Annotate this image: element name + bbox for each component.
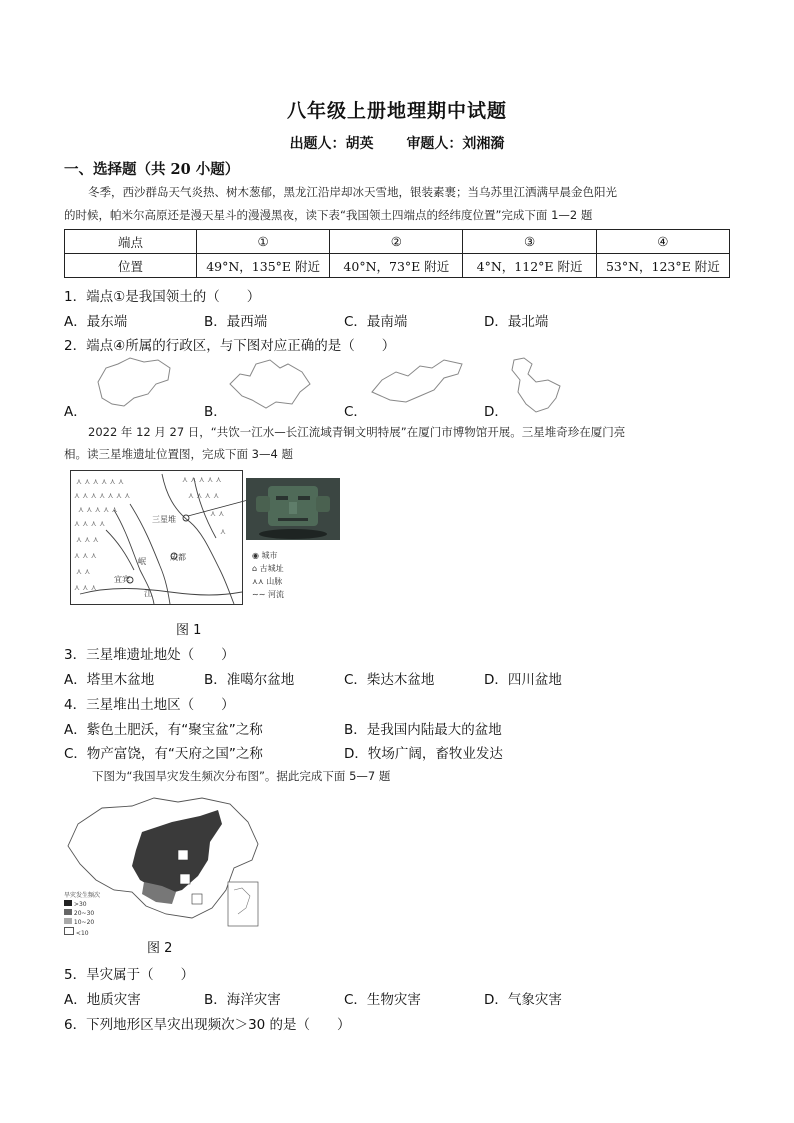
svg-text:⋏ ⋏: ⋏ ⋏ xyxy=(210,509,225,518)
figure-1-caption: 图 1 xyxy=(176,623,202,638)
figure-2-caption: 图 2 xyxy=(147,941,173,956)
q4-option-c[interactable]: C．物产富饶，有“天府之国”之称 xyxy=(64,746,263,762)
svg-text:⋏: ⋏ xyxy=(220,527,226,536)
legend-river: ∼∼ 河流 xyxy=(252,590,284,599)
legend-title: 旱灾发生频次 xyxy=(64,892,101,899)
svg-text:⋏ ⋏: ⋏ ⋏ xyxy=(76,567,91,576)
bronze-mask-photo xyxy=(246,478,340,540)
q2-option-d[interactable]: D． xyxy=(484,404,508,420)
question-5: 5．旱灾属于（ ） xyxy=(64,967,195,983)
legend-item: 10~20 xyxy=(64,918,100,927)
extreme-points-table xyxy=(64,229,730,278)
question-2: 2．端点④所属的行政区，与下图对应正确的是（ ） xyxy=(64,338,396,354)
table-cell: ① xyxy=(196,230,329,254)
fig1-legend xyxy=(252,549,284,601)
label-yibin: 宜宾 xyxy=(114,575,130,584)
question-1: 1．端点①是我国领土的（ ） xyxy=(64,289,261,305)
label-sanxingdui: 三星堆 xyxy=(152,515,176,524)
legend-swatch xyxy=(64,918,72,924)
svg-text:⋏ ⋏ ⋏: ⋏ ⋏ ⋏ xyxy=(74,551,97,560)
q4-option-d[interactable]: D．牧场广阔，畜牧业发达 xyxy=(344,746,503,762)
legend-swatch xyxy=(64,927,74,935)
q3-option-b[interactable]: B．准噶尔盆地 xyxy=(204,672,295,688)
svg-text:⋏ ⋏ ⋏ ⋏ ⋏: ⋏ ⋏ ⋏ ⋏ ⋏ xyxy=(182,475,222,484)
table-cell: 端点 xyxy=(65,230,197,254)
intro2-line1: 2022 年 12 月 27 日，“共饮一江水—长江流域青铜文明特展”在厦门市博物馆开展。三星堆奇珍在厦门亮 xyxy=(88,425,626,439)
legend-ancient-city: ⌂ 古城址 xyxy=(252,564,284,573)
q5-option-a[interactable]: A．地质灾害 xyxy=(64,992,141,1008)
mountain-icon: ⋏⋏ xyxy=(252,577,264,586)
svg-text:⋏ ⋏ ⋏: ⋏ ⋏ ⋏ xyxy=(74,583,97,592)
question-6: 6．下列地形区旱灾出现频次＞30 的是（ ） xyxy=(64,1017,351,1033)
province-outline-d xyxy=(506,354,566,416)
q3-option-d[interactable]: D．四川盆地 xyxy=(484,672,562,688)
reviewer: 审题人：刘湘漪 xyxy=(406,136,505,152)
intro1-line1: 冬季，西沙群岛天气炎热、树木葱郁，黑龙江沿岸却冰天雪地，银装素裹；当乌苏里江洒满早晨金色阳光 xyxy=(88,185,617,199)
sanxingdui-map xyxy=(70,470,250,606)
table-cell: ④ xyxy=(596,230,729,254)
q2-option-c[interactable]: C． xyxy=(344,404,367,420)
table-cell: 49°N，135°E 附近 xyxy=(196,254,329,278)
table-cell: ② xyxy=(330,230,463,254)
question-4: 4．三星堆出土地区（ ） xyxy=(64,697,235,713)
drought-marker xyxy=(180,874,190,884)
legend-item: 20~30 xyxy=(64,909,100,918)
label-jiang: 江 xyxy=(144,589,152,598)
intro2-line2: 相。读三星堆遗址位置图，完成下面 3—4 题 xyxy=(64,447,293,461)
q3-option-a[interactable]: A．塔里木盆地 xyxy=(64,672,155,688)
drought-zone-high xyxy=(132,810,222,894)
legend-mountain: ⋏⋏ 山脉 xyxy=(252,577,283,586)
table-cell: 53°N，123°E 附近 xyxy=(596,254,729,278)
legend-item: >30 xyxy=(64,900,100,909)
svg-text:⋏ ⋏ ⋏ ⋏: ⋏ ⋏ ⋏ ⋏ xyxy=(74,519,106,528)
q4-option-b[interactable]: B．是我国内陆最大的盆地 xyxy=(344,722,502,738)
legend-swatch xyxy=(64,900,72,906)
svg-text:⋏ ⋏ ⋏ ⋏ ⋏ ⋏ ⋏: ⋏ ⋏ ⋏ ⋏ ⋏ ⋏ ⋏ xyxy=(74,491,131,500)
q5-option-d[interactable]: D．气象灾害 xyxy=(484,992,562,1008)
label-min: 岷 xyxy=(138,557,146,566)
table-header-row xyxy=(65,230,730,254)
q3-option-c[interactable]: C．柴达木盆地 xyxy=(344,672,435,688)
question-3: 3．三星堆遗址地处（ ） xyxy=(64,647,235,663)
ancient-city-icon: ⌂ xyxy=(252,564,258,573)
q1-option-b[interactable]: B．最西端 xyxy=(204,314,268,330)
legend-city: ◉ 城市 xyxy=(252,551,278,560)
intro3-line1: 下图为“我国旱灾发生频次分布图”。据此完成下面 5—7 题 xyxy=(92,769,391,783)
city-icon: ◉ xyxy=(252,551,259,560)
river-icon: ∼∼ xyxy=(252,590,266,599)
q5-option-c[interactable]: C．生物灾害 xyxy=(344,992,421,1008)
q2-option-b[interactable]: B． xyxy=(204,404,227,420)
q1-option-d[interactable]: D．最北端 xyxy=(484,314,549,330)
svg-text:⋏ ⋏ ⋏ ⋏: ⋏ ⋏ ⋏ ⋏ xyxy=(188,491,220,500)
svg-text:⋏ ⋏ ⋏: ⋏ ⋏ ⋏ xyxy=(76,535,99,544)
drought-marker xyxy=(178,850,188,860)
q2-option-a[interactable]: A． xyxy=(64,404,87,420)
authors-line xyxy=(0,133,794,153)
table-cell: 4°N，112°E 附近 xyxy=(463,254,596,278)
province-outline-b xyxy=(226,356,316,412)
author: 出题人：胡英 xyxy=(289,136,374,152)
intro1-line2: 的时候，帕米尔高原还是漫天星斗的漫漫黑夜，读下表“我国领土四端点的经纬度位置”完成下面 1—2 题 xyxy=(64,208,593,222)
province-outline-a xyxy=(90,354,180,414)
section-heading: 一、选择题（共 20 小题） xyxy=(64,161,240,178)
province-outline-c xyxy=(368,356,468,406)
table-cell: ③ xyxy=(463,230,596,254)
fig2-legend xyxy=(64,892,100,938)
legend-swatch xyxy=(64,909,72,915)
table-cell: 40°N，73°E 附近 xyxy=(330,254,463,278)
svg-text:⋏ ⋏ ⋏ ⋏ ⋏: ⋏ ⋏ ⋏ ⋏ ⋏ xyxy=(78,505,118,514)
q4-option-a[interactable]: A．紫色土肥沃，有“聚宝盆”之称 xyxy=(64,722,263,738)
table-cell: 位置 xyxy=(65,254,197,278)
label-chengdu: 成都 xyxy=(170,553,186,562)
svg-text:⋏ ⋏ ⋏ ⋏ ⋏ ⋏: ⋏ ⋏ ⋏ ⋏ ⋏ ⋏ xyxy=(76,477,124,486)
q1-option-c[interactable]: C．最南端 xyxy=(344,314,408,330)
page-title: 八年级上册地理期中试题 xyxy=(286,100,507,122)
legend-item: <10 xyxy=(64,927,100,938)
q1-option-a[interactable]: A．最东端 xyxy=(64,314,128,330)
drought-marker xyxy=(192,894,202,904)
q5-option-b[interactable]: B．海洋灾害 xyxy=(204,992,281,1008)
table-row xyxy=(65,254,730,278)
